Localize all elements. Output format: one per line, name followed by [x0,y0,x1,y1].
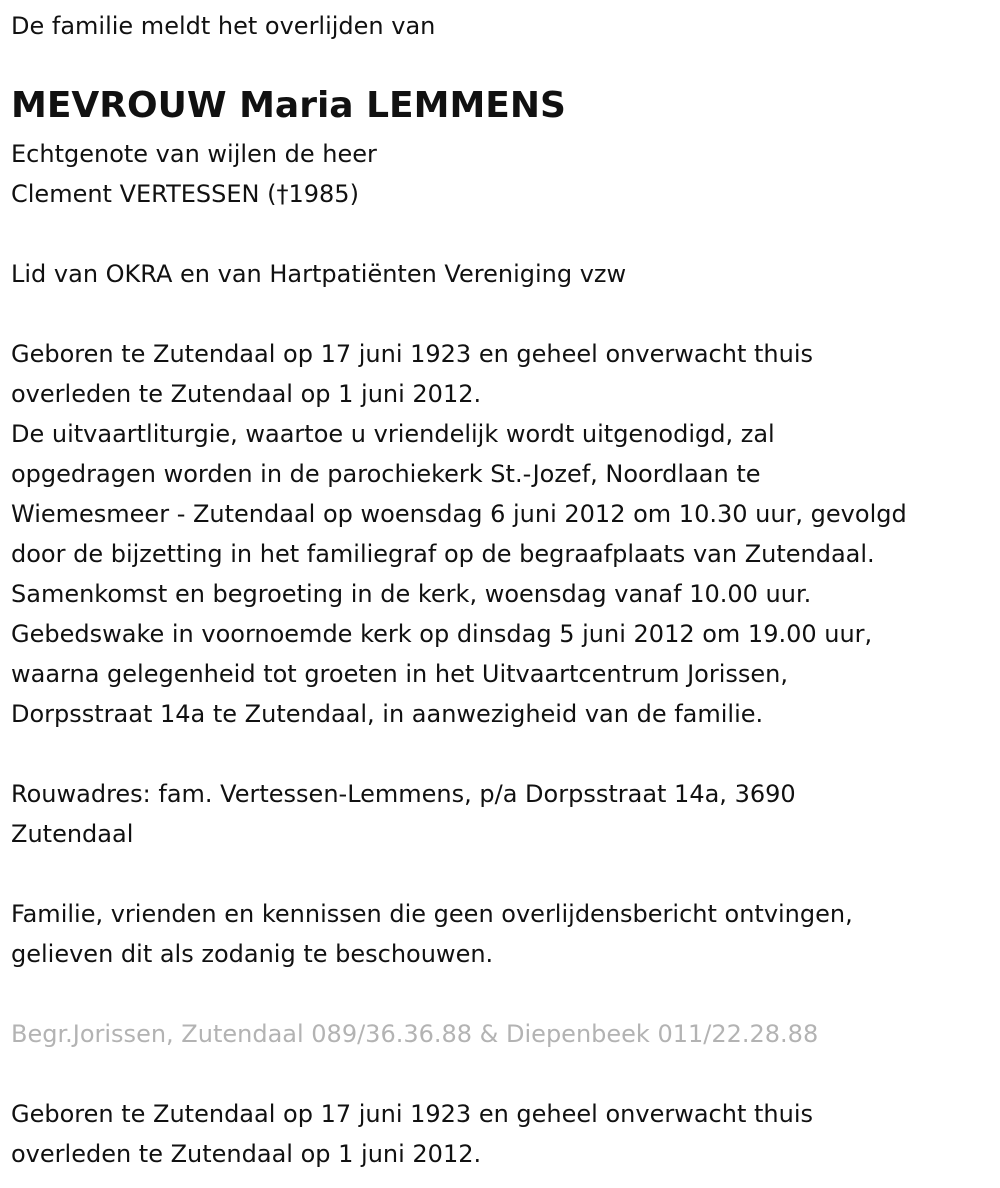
detail-line: Dorpsstraat 14a te Zutendaal, in aanwezigheid van de familie. [11,700,764,728]
address-line: Zutendaal [11,820,134,848]
membership-text: Lid van OKRA en van Hartpatiënten Vereniging vzw [11,260,627,288]
detail-line: Gebedswake in voornoemde kerk op dinsdag 5 juni 2012 om 19.00 uur, [11,620,873,648]
detail-line: Wiemesmeer - Zutendaal op woensdag 6 juni 2012 om 10.30 uur, gevolgd [11,500,907,528]
note-line: gelieven dit als zodanig te beschouwen. [11,940,494,968]
repeat-block [11,1094,813,1174]
address-line: Rouwadres: fam. Vertessen-Lemmens, p/a Dorpsstraat 14a, 3690 [11,780,796,808]
address-block [11,774,796,854]
intro-text: De familie meldt het overlijden van [11,12,436,40]
detail-line: De uitvaartliturgie, waartoe u vriendelijk wordt uitgenodigd, zal [11,420,775,448]
detail-line: door de bijzetting in het familiegraf op de begraafplaats van Zutendaal. [11,540,875,568]
note-block [11,894,853,974]
repeat-line: Geboren te Zutendaal op 17 juni 1923 en geheel onverwacht thuis [11,1100,813,1128]
funeral-home-text: Begr.Jorissen, Zutendaal 089/36.36.88 & Diepenbeek 011/22.28.88 [11,1020,819,1048]
deceased-name: MEVROUW Maria LEMMENS [11,85,566,126]
spouse-line: Clement VERTESSEN (†1985) [11,180,359,208]
spouse-line: Echtgenote van wijlen de heer [11,140,377,168]
detail-line: Samenkomst en begroeting in de kerk, woensdag vanaf 10.00 uur. [11,580,812,608]
spouse-block [11,134,377,214]
note-line: Familie, vrienden en kennissen die geen overlijdensbericht ontvingen, [11,900,853,928]
detail-line: opgedragen worden in de parochiekerk St.-Jozef, Noordlaan te [11,460,761,488]
detail-line: overleden te Zutendaal op 1 juni 2012. [11,380,482,408]
repeat-line: overleden te Zutendaal op 1 juni 2012. [11,1140,482,1168]
details-block [11,334,907,734]
funeral-home-block [11,1014,818,1054]
detail-line: waarna gelegenheid tot groeten in het Uitvaartcentrum Jorissen, [11,660,788,688]
membership-block [11,254,626,294]
detail-line: Geboren te Zutendaal op 17 juni 1923 en geheel onverwacht thuis [11,340,813,368]
